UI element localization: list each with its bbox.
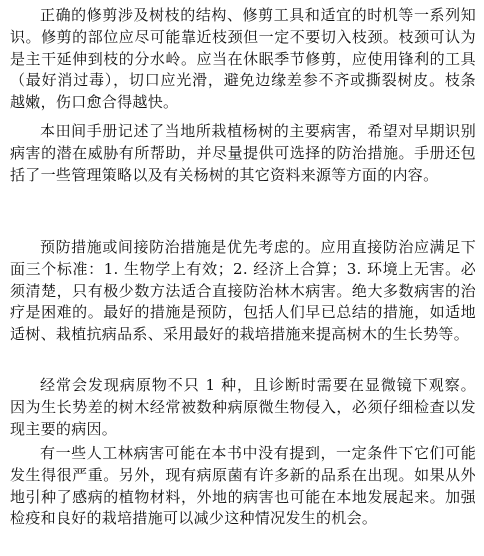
paragraph-diagnosis: 经常会发现病原物不只 1 种，且诊断时需要在显微镜下观察。 因为生长势差的树木经常被数种病原微生物侵入，必须仔细检查以发现主要的病因。 [10, 376, 476, 438]
paragraph-pruning: 正确的修剪涉及树枝的结构、修剪工具和适宜的时机等一系列知识。修剪的部位应尽可能靠近枝颈但一定不要切入枝颈。枝颈可认为是主干延伸到枝的分水岭。应当在休眠季节修剪，应使用锋利的工具（最好消过毒），切口应光滑，避免边缘差参不齐或撕裂树皮。枝条越嫩，伤口愈合得越快。 [10, 6, 476, 112]
paragraph-quarantine: 有一些人工林病害可能在本书中没有提到，一定条件下它们可能发生得很严重。另外，现有病原菌有许多新的品系在出现。如果从外地引种了感病的植物材料，外地的病害也可能在本地发展起来。加强检疫和良好的栽培措施可以减少这种情况发生的机会。 [10, 444, 476, 528]
paragraph-handbook-scope: 本田间手册记述了当地所栽植杨树的主要病害，希望对早期识别病害的潜在威胁有所帮助，并尽量提供可选择的防治措施。手册还包括了一些管理策略以及有关杨树的其它资料来源等方面的内容。 [10, 122, 476, 184]
paragraph-prevention: 预防措施或间接防治措施是优先考虑的。应用直接防治应满足下面三个标准：1. 生物学上有效；2. 经济上合算；3. 环境上无害。必须清楚，只有极少数方法适合直接防治林木病害。绝大多数病害的治疗是困难的。最好的措施是预防，包括人们早已总结的措施，如适地适树、栽植抗病品系、采用最好的栽培措施来提高树木的生长势等。 [10, 238, 476, 344]
